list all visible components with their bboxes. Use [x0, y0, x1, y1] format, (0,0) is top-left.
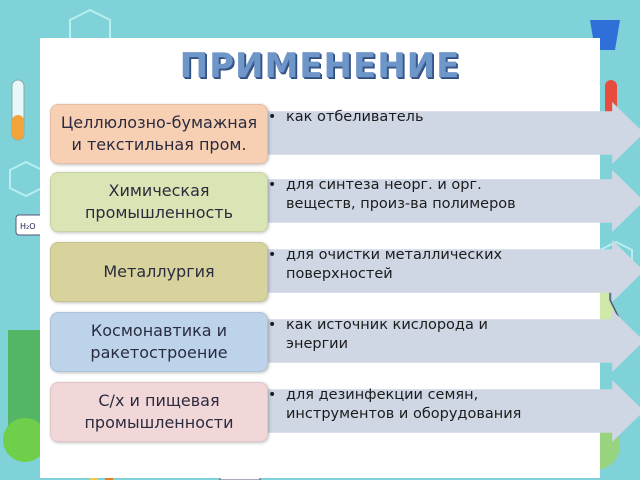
- category-label: Целлюлозно-бумажная и текстильная пром.: [50, 104, 268, 164]
- usage-description: [268, 176, 588, 214]
- category-label: Химическая промышленность: [50, 172, 268, 232]
- usage-description: [268, 316, 588, 354]
- bullet-icon: •: [268, 247, 277, 263]
- usage-text: как отбеливатель: [286, 109, 424, 125]
- bullet-icon: •: [268, 387, 277, 403]
- usage-description: [268, 246, 588, 284]
- category-label: С/х и пищевая промышленности: [50, 382, 268, 442]
- row-metallurgy: [46, 234, 606, 304]
- usage-text: для синтеза неорг. и орг. веществ, произ-ва полимеров: [286, 177, 516, 212]
- row-cosmonautics: [46, 304, 606, 374]
- row-agriculture-food: [46, 374, 606, 444]
- bullet-icon: •: [268, 317, 277, 333]
- row-chemical: [46, 164, 606, 234]
- page-title: ПРИМЕНЕНИЕ: [179, 46, 461, 86]
- usage-text: для очистки металлических поверхностей: [286, 247, 503, 282]
- usage-text: как источник кислорода и энергии: [286, 317, 488, 352]
- bullet-icon: •: [268, 109, 277, 125]
- bullet-icon: •: [268, 177, 277, 193]
- usage-text: для дезинфекции семян, инструментов и оборудования: [286, 387, 522, 422]
- category-label: Космонавтика и ракетостроение: [50, 312, 268, 372]
- usage-description: [268, 386, 588, 424]
- row-paper-textile: [46, 96, 606, 166]
- usage-description: [268, 108, 588, 127]
- left-flask-label: H₂O: [20, 222, 36, 231]
- category-label: Металлургия: [50, 242, 268, 302]
